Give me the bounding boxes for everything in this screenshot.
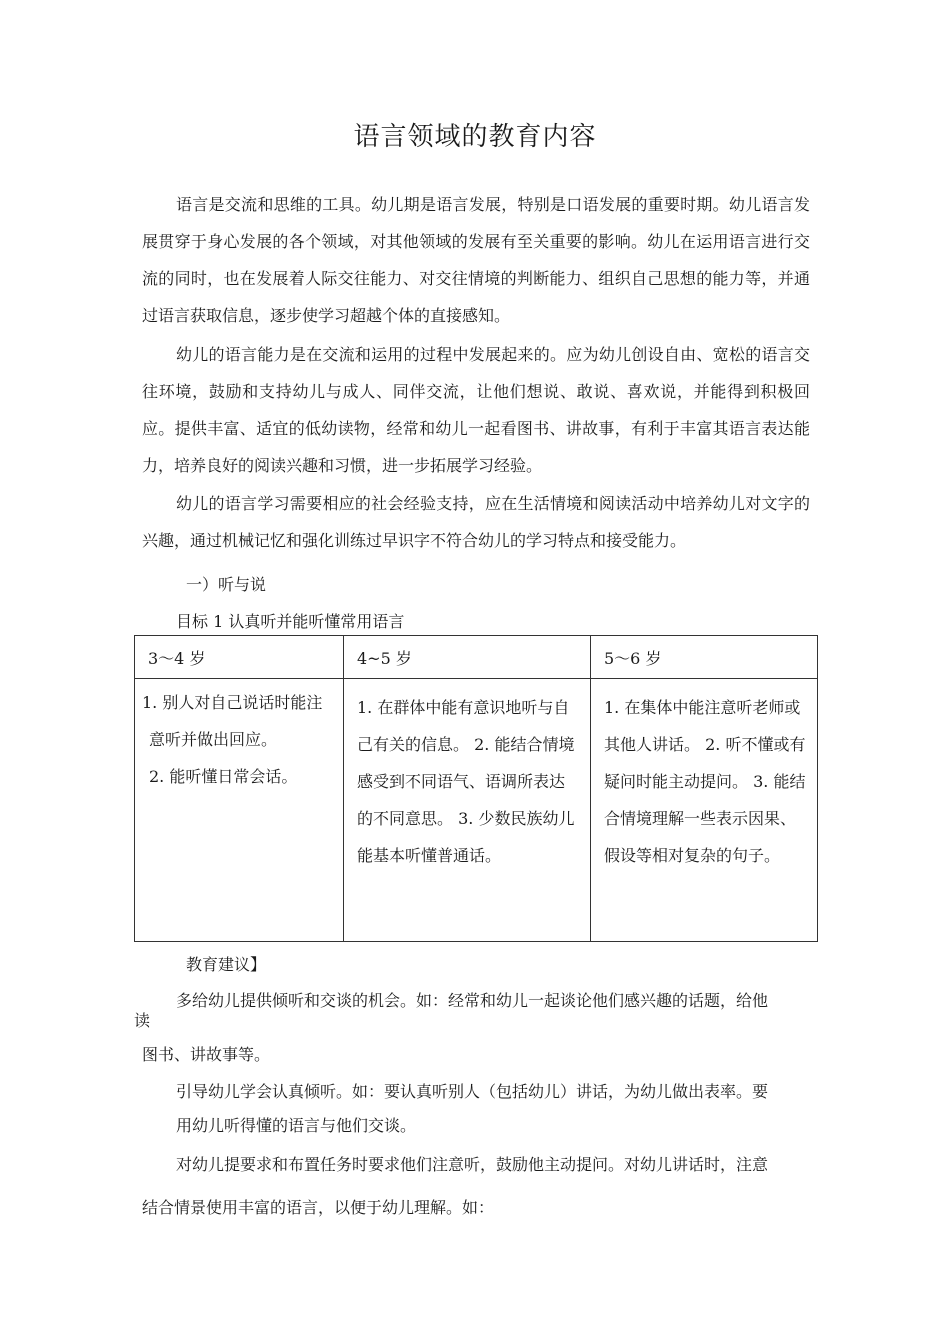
cell-age-4-5: 1. 在群体中能有意识地听与自己有关的信息。 2. 能结合情境感受到不同语气、语调所表达的不同意思。 3. 少数民族幼儿能基本听懂普通话。 xyxy=(344,679,591,942)
section-heading: 一）听与说 xyxy=(186,575,267,594)
table-header-row xyxy=(135,636,818,679)
header-age-5-6: 5〜6 岁 xyxy=(591,636,818,679)
advice-3-line-2: 结合情景使用丰富的语言，以便于幼儿理解。如： xyxy=(142,1198,495,1217)
goal-table xyxy=(134,635,818,942)
cell-line: 2. 能听懂日常会话。 xyxy=(149,767,298,786)
intro-paragraph-2: 幼儿的语言能力是在交流和运用的过程中发展起来的。应为幼儿创设自由、宽松的语言交往环境，鼓励和支持幼儿与成人、同伴交流，让他们想说、敢说、喜欢说，并能得到积极回应。提供丰富、适宜的低幼读物，经常和幼儿一起看图书、讲故事，有利于丰富其语言表达能力，培养良好的阅读兴趣和习惯，进一步拓展学习经验。 xyxy=(142,345,810,475)
cell-line: 意听并做出回应。 xyxy=(149,730,278,749)
advice-2-line-1: 引导幼儿学会认真倾听。如：要认真听别人（包括幼儿）讲话，为幼儿做出表率。要 xyxy=(176,1082,769,1101)
advice-1-wrap: 读 xyxy=(134,1011,151,1030)
cell-age-5-6: 1. 在集体中能注意听老师或其他人讲话。 2. 听不懂或有疑问时能主动提问。 3. 能结合情境理解一些表示因果、假设等相对复杂的句子。 xyxy=(591,679,818,942)
advice-2-line-2: 用幼儿听得懂的语言与他们交谈。 xyxy=(176,1116,417,1135)
header-age-3-4: 3〜4 岁 xyxy=(135,636,344,679)
goal-heading: 目标 1 认真听并能听懂常用语言 xyxy=(176,612,405,631)
cell-line: 1. 别人对自己说话时能注 xyxy=(142,693,323,712)
intro-paragraph-1: 语言是交流和思维的工具。幼儿期是语言发展，特别是口语发展的重要时期。幼儿语言发展贯穿于身心发展的各个领域，对其他领域的发展有至关重要的影响。幼儿在运用语言进行交流的同时，也在发展着人际交往能力、对交往情境的判断能力、组织自己思想的能力等，并通过语言获取信息，逐步使学习超越个体的直接感知。 xyxy=(142,195,810,325)
page-title: 语言领域的教育内容 xyxy=(353,122,597,152)
table-row xyxy=(135,679,818,942)
advice-1-line-2: 图书、讲故事等。 xyxy=(142,1045,271,1064)
header-age-4-5: 4~5 岁 xyxy=(344,636,591,679)
cell-age-3-4 xyxy=(135,679,344,942)
intro-paragraph-3: 幼儿的语言学习需要相应的社会经验支持，应在生活情境和阅读活动中培养幼儿对文字的兴趣，通过机械记忆和强化训练过早识字不符合幼儿的学习特点和接受能力。 xyxy=(142,494,810,550)
advice-1-line-1: 多给幼儿提供倾听和交谈的机会。如：经常和幼儿一起谈论他们感兴趣的话题，给他 xyxy=(176,991,769,1010)
advice-3-line-1: 对幼儿提要求和布置任务时要求他们注意听，鼓励他主动提问。对幼儿讲话时，注意 xyxy=(176,1155,769,1174)
advice-heading: 教育建议】 xyxy=(186,955,267,974)
